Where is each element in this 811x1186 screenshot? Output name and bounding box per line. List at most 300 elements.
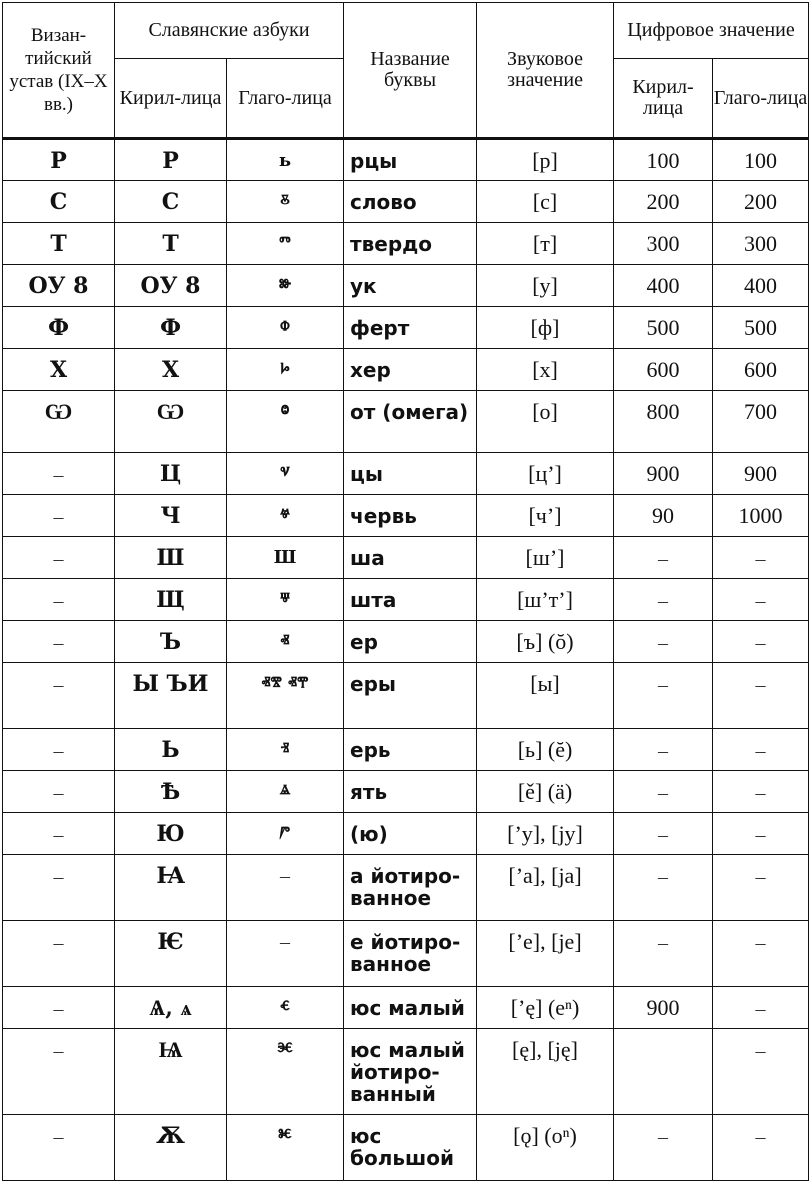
cell-digital-glagolitic-text: –	[755, 740, 766, 762]
cell-glagolitic	[227, 621, 344, 663]
cell-digital-cyrillic	[614, 495, 713, 537]
cell-letter-name-text: а йотиро-ванное	[350, 864, 461, 910]
cell-glagolitic-text: ⱓ	[279, 823, 291, 844]
cell-sound-text: [’у], [jу]	[507, 821, 583, 846]
cell-letter-name	[344, 391, 477, 453]
cell-glagolitic-text: ⱗ	[277, 1039, 293, 1060]
cell-glagolitic	[227, 391, 344, 453]
cell-byzantine-text: –	[53, 1126, 64, 1148]
cell-byzantine	[3, 579, 115, 621]
table-body	[3, 139, 809, 1181]
cell-digital-glagolitic-text: –	[755, 1040, 766, 1062]
cell-byzantine-text: –	[53, 824, 64, 846]
cell-glagolitic-text: ⱏ	[280, 631, 290, 652]
header-glagolitic-label: Глаго-лица	[238, 86, 332, 109]
cell-cyrillic	[115, 621, 227, 663]
cell-byzantine	[3, 921, 115, 987]
cell-cyrillic-text: С	[161, 189, 180, 215]
cell-byzantine-text: –	[53, 998, 64, 1020]
cell-sound-text: [’е], [jе]	[508, 929, 582, 954]
cell-sound	[477, 663, 614, 729]
cell-byzantine	[3, 349, 115, 391]
cell-cyrillic-text: Ѡ	[156, 399, 185, 425]
cell-byzantine	[3, 223, 115, 265]
table-row	[3, 391, 809, 453]
cell-sound	[477, 181, 614, 223]
cell-digital-glagolitic	[713, 181, 809, 223]
cell-glagolitic	[227, 771, 344, 813]
cell-sound	[477, 537, 614, 579]
cell-byzantine	[3, 453, 115, 495]
table-row	[3, 537, 809, 579]
cell-cyrillic-text: Ѥ	[157, 929, 184, 955]
cell-letter-name	[344, 495, 477, 537]
cell-byzantine-text: ОУ 8	[28, 273, 89, 299]
header-digital-group	[614, 3, 809, 59]
cell-letter-name	[344, 453, 477, 495]
cell-letter-name-text: цы	[350, 462, 383, 486]
cell-byzantine-text: –	[53, 464, 64, 486]
cell-glagolitic	[227, 921, 344, 987]
cell-sound-text: [ь] (ĕ)	[517, 737, 573, 762]
cell-byzantine-text: Т	[50, 231, 67, 257]
table-row	[3, 223, 809, 265]
cell-digital-glagolitic	[713, 495, 809, 537]
cell-glagolitic	[227, 663, 344, 729]
cell-sound-text: [ц’]	[528, 461, 562, 486]
cell-digital-glagolitic-text: –	[755, 932, 766, 954]
cell-letter-name	[344, 265, 477, 307]
cell-digital-glagolitic	[713, 265, 809, 307]
cell-letter-name-text: юс большой	[350, 1124, 455, 1170]
cell-digital-glagolitic	[713, 813, 809, 855]
cell-byzantine-text: –	[53, 548, 64, 570]
cell-letter-name	[344, 771, 477, 813]
cell-digital-cyrillic	[614, 813, 713, 855]
cell-sound	[477, 987, 614, 1029]
cell-cyrillic-text: Ъ	[159, 629, 182, 655]
cell-cyrillic	[115, 921, 227, 987]
cell-cyrillic-text: Щ	[156, 587, 185, 613]
cell-byzantine-text: Ф	[48, 315, 69, 341]
cell-letter-name-text: хер	[350, 358, 391, 382]
table-row	[3, 1029, 809, 1115]
cell-sound	[477, 579, 614, 621]
header-cyrillic-label: Кирил-лица	[119, 86, 222, 109]
cell-cyrillic	[115, 579, 227, 621]
cell-glagolitic	[227, 265, 344, 307]
header-byzantine	[3, 3, 115, 139]
cell-glagolitic	[227, 453, 344, 495]
cell-sound-text: [ъ] (ŏ)	[516, 629, 574, 654]
cell-cyrillic	[115, 495, 227, 537]
cell-digital-glagolitic-text: –	[755, 674, 766, 696]
cell-letter-name	[344, 1115, 477, 1181]
cell-digital-cyrillic-text: –	[658, 548, 669, 570]
cell-sound-text: [ш’т’]	[517, 587, 573, 612]
cell-letter-name	[344, 987, 477, 1029]
cell-letter-name-text: от (омега)	[350, 400, 469, 424]
cell-glagolitic	[227, 537, 344, 579]
cell-glagolitic-text: ⱑ	[279, 781, 291, 802]
cell-glagolitic	[227, 1029, 344, 1115]
cell-digital-glagolitic-text: –	[755, 1126, 766, 1148]
cell-digital-cyrillic	[614, 307, 713, 349]
cell-glagolitic-text: ⱍ	[280, 505, 290, 526]
cell-sound	[477, 453, 614, 495]
header-digital-glagolitic-label: Глаго-лица	[713, 86, 808, 109]
cell-byzantine	[3, 729, 115, 771]
cell-byzantine	[3, 663, 115, 729]
cell-digital-glagolitic	[713, 1115, 809, 1181]
cell-digital-glagolitic-text: 900	[744, 461, 778, 486]
cell-letter-name	[344, 621, 477, 663]
cell-cyrillic	[115, 139, 227, 181]
header-sound	[477, 3, 614, 139]
cell-byzantine	[3, 537, 115, 579]
cell-cyrillic-text: Х	[161, 357, 180, 383]
cell-glagolitic	[227, 349, 344, 391]
cell-letter-name-text: еры	[350, 672, 396, 696]
cell-byzantine-text: Ѡ	[44, 399, 73, 425]
cell-cyrillic	[115, 537, 227, 579]
cell-letter-name-text: шта	[350, 588, 397, 612]
cell-cyrillic	[115, 1115, 227, 1181]
cell-glagolitic-text: ⱏⰺ ⱏⰹ	[261, 673, 309, 694]
cell-letter-name-text: (ю)	[350, 822, 388, 846]
cell-letter-name-text: юс малый	[350, 996, 465, 1020]
cell-digital-cyrillic-text: 800	[646, 399, 680, 424]
cell-sound	[477, 307, 614, 349]
cell-cyrillic	[115, 855, 227, 921]
cell-byzantine	[3, 1115, 115, 1181]
cell-byzantine-text: –	[53, 740, 64, 762]
cell-cyrillic-text: Ь	[161, 737, 180, 763]
cell-byzantine-text: –	[53, 1040, 64, 1062]
cell-letter-name-text: ять	[350, 780, 388, 804]
cell-letter-name	[344, 729, 477, 771]
cell-cyrillic	[115, 349, 227, 391]
cell-sound	[477, 495, 614, 537]
table-row	[3, 307, 809, 349]
header-sound-label: Звуковое значение	[507, 48, 583, 91]
cell-letter-name	[344, 223, 477, 265]
cell-letter-name	[344, 855, 477, 921]
cell-byzantine-text: Х	[49, 357, 68, 383]
cell-sound-text: [’ę] (еⁿ)	[510, 995, 580, 1020]
cell-digital-cyrillic	[614, 181, 713, 223]
header-digital-group-label: Цифровое значение	[627, 19, 795, 41]
cell-digital-glagolitic	[713, 391, 809, 453]
cell-digital-cyrillic	[614, 139, 713, 181]
cell-digital-cyrillic-text: –	[658, 824, 669, 846]
cell-cyrillic-text: Ц	[159, 461, 182, 487]
cell-letter-name	[344, 349, 477, 391]
cell-digital-glagolitic	[713, 771, 809, 813]
cell-glagolitic-text: –	[280, 865, 290, 887]
cell-sound-text: [ы]	[530, 671, 560, 696]
cell-sound	[477, 729, 614, 771]
cell-cyrillic-text: Т	[162, 231, 179, 257]
cell-digital-cyrillic	[614, 921, 713, 987]
cell-digital-cyrillic-text: –	[658, 632, 669, 654]
cell-cyrillic-text: Р	[162, 148, 179, 174]
header-byzantine-label: Визан-тийский устав (IX–X вв.)	[9, 25, 108, 115]
cell-glagolitic-text: ь	[278, 150, 292, 171]
cell-cyrillic-text: Ю	[156, 821, 185, 847]
cell-digital-glagolitic	[713, 663, 809, 729]
cell-digital-glagolitic	[713, 1029, 809, 1115]
cell-sound	[477, 265, 614, 307]
header-slavic-group	[115, 3, 344, 59]
cell-glagolitic-text: ⱉ	[280, 401, 290, 422]
cell-letter-name-text: червь	[350, 504, 417, 528]
cell-digital-cyrillic-text: –	[658, 590, 669, 612]
cell-byzantine-text: –	[53, 506, 64, 528]
cell-digital-glagolitic	[713, 621, 809, 663]
table-row	[3, 139, 809, 181]
cell-glagolitic	[227, 307, 344, 349]
cell-digital-glagolitic-text: –	[755, 782, 766, 804]
cell-digital-cyrillic-text: –	[658, 1126, 669, 1148]
cell-cyrillic-text: Ш	[156, 545, 185, 571]
cell-cyrillic-text: Ѩ	[158, 1037, 183, 1063]
cell-cyrillic-text: Ѫ	[156, 1123, 185, 1149]
cell-cyrillic	[115, 181, 227, 223]
cell-glagolitic-text: ⰻ	[280, 191, 290, 212]
cell-digital-cyrillic	[614, 453, 713, 495]
cell-sound	[477, 1115, 614, 1181]
cell-byzantine-text: Р	[50, 148, 67, 174]
cell-letter-name-text: ук	[350, 274, 377, 298]
table-row	[3, 349, 809, 391]
cell-sound-text: [р]	[532, 148, 558, 173]
cell-glagolitic	[227, 495, 344, 537]
cell-sound-text: [с]	[532, 189, 558, 214]
cell-digital-glagolitic	[713, 349, 809, 391]
cell-byzantine	[3, 1029, 115, 1115]
cell-byzantine-text: С	[49, 189, 68, 215]
cell-letter-name	[344, 1029, 477, 1115]
cell-cyrillic	[115, 987, 227, 1029]
cell-digital-cyrillic-text: 900	[646, 995, 680, 1020]
cell-digital-glagolitic-text: –	[755, 548, 766, 570]
cell-byzantine	[3, 139, 115, 181]
cell-cyrillic	[115, 265, 227, 307]
cell-digital-glagolitic	[713, 987, 809, 1029]
cell-glagolitic	[227, 223, 344, 265]
cell-letter-name	[344, 537, 477, 579]
cell-letter-name	[344, 139, 477, 181]
cell-byzantine	[3, 181, 115, 223]
cell-letter-name-text: рцы	[350, 149, 398, 173]
cell-letter-name-text: твердо	[350, 232, 433, 256]
cell-sound-text: [у]	[532, 273, 558, 298]
cell-sound	[477, 139, 614, 181]
cell-letter-name	[344, 663, 477, 729]
cell-digital-glagolitic-text: –	[755, 632, 766, 654]
cell-glagolitic-text: ⱇ	[280, 317, 290, 338]
cell-letter-name-text: ерь	[350, 738, 391, 762]
cell-cyrillic-text: Ч	[160, 503, 181, 529]
cell-glagolitic	[227, 579, 344, 621]
cell-cyrillic-text: Ѧ, ѧ	[149, 995, 192, 1021]
cell-digital-glagolitic-text: –	[755, 590, 766, 612]
cell-digital-glagolitic-text: 300	[744, 231, 778, 256]
cell-sound	[477, 621, 614, 663]
cell-digital-cyrillic	[614, 663, 713, 729]
cell-digital-glagolitic	[713, 139, 809, 181]
cell-sound-text: [ч’]	[528, 503, 562, 528]
cell-sound	[477, 349, 614, 391]
cell-digital-cyrillic-text: –	[658, 782, 669, 804]
cell-cyrillic	[115, 663, 227, 729]
cell-cyrillic	[115, 729, 227, 771]
cell-sound-text: [х]	[532, 357, 558, 382]
cell-sound	[477, 223, 614, 265]
cell-digital-cyrillic-text: 900	[646, 461, 680, 486]
cell-sound-text: [ш’]	[525, 545, 565, 570]
cell-digital-glagolitic	[713, 921, 809, 987]
cell-digital-cyrillic	[614, 1029, 713, 1115]
cell-glagolitic-text: ⱋ	[280, 589, 290, 610]
cell-byzantine-text: –	[53, 674, 64, 696]
cell-glagolitic-text: ⱔ	[280, 997, 290, 1018]
table-row	[3, 1115, 809, 1181]
cell-sound-text: [ф]	[530, 315, 560, 340]
table-row	[3, 729, 809, 771]
cell-digital-cyrillic-text: 400	[646, 273, 680, 298]
cell-digital-glagolitic-text: 1000	[738, 503, 783, 528]
cell-digital-cyrillic	[614, 537, 713, 579]
cell-digital-cyrillic-text: 200	[646, 189, 680, 214]
cell-letter-name-text: ер	[350, 630, 378, 654]
table-row	[3, 987, 809, 1029]
cell-byzantine	[3, 495, 115, 537]
cell-glagolitic-text: ⱘ	[278, 1125, 292, 1146]
cell-digital-cyrillic	[614, 579, 713, 621]
cell-digital-glagolitic-text: 500	[744, 315, 778, 340]
cell-byzantine	[3, 771, 115, 813]
cell-glagolitic	[227, 813, 344, 855]
cell-cyrillic	[115, 307, 227, 349]
cell-sound-text: [ǫ] (оⁿ)	[513, 1123, 577, 1148]
cell-sound	[477, 391, 614, 453]
cell-digital-cyrillic-text: 600	[646, 357, 680, 382]
cell-glagolitic-text: ⱐ	[280, 739, 290, 760]
cell-digital-glagolitic	[713, 453, 809, 495]
table-row	[3, 579, 809, 621]
cell-cyrillic	[115, 223, 227, 265]
cell-digital-glagolitic	[713, 307, 809, 349]
table-row	[3, 855, 809, 921]
cell-digital-cyrillic-text: 300	[646, 231, 680, 256]
cell-cyrillic-text: ОУ 8	[140, 273, 201, 299]
cell-digital-cyrillic-text: –	[658, 740, 669, 762]
header-name-label: Название буквы	[370, 48, 450, 91]
cell-digital-glagolitic-text: 200	[744, 189, 778, 214]
cell-glagolitic-text: –	[280, 931, 290, 953]
cell-digital-glagolitic-text: –	[755, 824, 766, 846]
cell-byzantine	[3, 855, 115, 921]
cell-digital-glagolitic	[713, 729, 809, 771]
cell-digital-cyrillic	[614, 855, 713, 921]
cell-digital-glagolitic-text: 100	[744, 148, 778, 173]
table-row	[3, 453, 809, 495]
cell-digital-glagolitic	[713, 855, 809, 921]
cell-digital-cyrillic	[614, 349, 713, 391]
cell-cyrillic	[115, 813, 227, 855]
cell-cyrillic-text: Ф	[160, 315, 181, 341]
cell-cyrillic	[115, 453, 227, 495]
table-row	[3, 265, 809, 307]
cell-digital-cyrillic	[614, 1115, 713, 1181]
header-digital-glagolitic	[713, 59, 809, 139]
cell-letter-name-text: е йотиро-ванное	[350, 930, 461, 976]
cell-digital-cyrillic-text: 90	[652, 503, 675, 528]
cell-letter-name-text: ферт	[350, 316, 410, 340]
header-name	[344, 3, 477, 139]
cell-glagolitic	[227, 987, 344, 1029]
slavic-alphabet-table	[2, 2, 809, 1181]
header-glagolitic	[227, 59, 344, 139]
cell-sound	[477, 1029, 614, 1115]
cell-digital-glagolitic-text: –	[755, 998, 766, 1020]
cell-byzantine-text: –	[53, 866, 64, 888]
cell-glagolitic	[227, 855, 344, 921]
cell-letter-name	[344, 813, 477, 855]
cell-digital-cyrillic	[614, 391, 713, 453]
cell-digital-glagolitic-text: 400	[744, 273, 778, 298]
table-header	[3, 3, 809, 139]
cell-digital-cyrillic-text: –	[658, 866, 669, 888]
cell-digital-cyrillic	[614, 265, 713, 307]
cell-cyrillic	[115, 1029, 227, 1115]
alphabet-table-page	[0, 2, 811, 1186]
table-row	[3, 921, 809, 987]
table-row	[3, 181, 809, 223]
header-cyrillic	[115, 59, 227, 139]
table-row	[3, 621, 809, 663]
cell-byzantine	[3, 621, 115, 663]
cell-byzantine-text: –	[53, 932, 64, 954]
cell-glagolitic-text: Ш	[273, 547, 297, 568]
cell-letter-name	[344, 181, 477, 223]
cell-sound	[477, 855, 614, 921]
cell-digital-cyrillic-text: 100	[646, 148, 680, 173]
table-row	[3, 495, 809, 537]
cell-digital-glagolitic	[713, 223, 809, 265]
cell-digital-glagolitic-text: 600	[744, 357, 778, 382]
table-row	[3, 771, 809, 813]
cell-letter-name	[344, 307, 477, 349]
cell-letter-name	[344, 921, 477, 987]
cell-byzantine-text: –	[53, 632, 64, 654]
cell-byzantine	[3, 307, 115, 349]
header-digital-cyrillic	[614, 59, 713, 139]
cell-sound-text: [’а], [jа]	[508, 863, 582, 888]
cell-glagolitic-text: ⱌ	[280, 463, 290, 484]
cell-letter-name-text: ша	[350, 546, 385, 570]
cell-byzantine	[3, 813, 115, 855]
cell-digital-cyrillic	[614, 223, 713, 265]
cell-digital-cyrillic-text: –	[658, 674, 669, 696]
cell-cyrillic-text: Ꙗ	[156, 863, 185, 889]
cell-digital-cyrillic-text: 500	[646, 315, 680, 340]
cell-letter-name	[344, 579, 477, 621]
cell-glagolitic-text: ⱆ	[278, 275, 292, 296]
cell-byzantine	[3, 391, 115, 453]
